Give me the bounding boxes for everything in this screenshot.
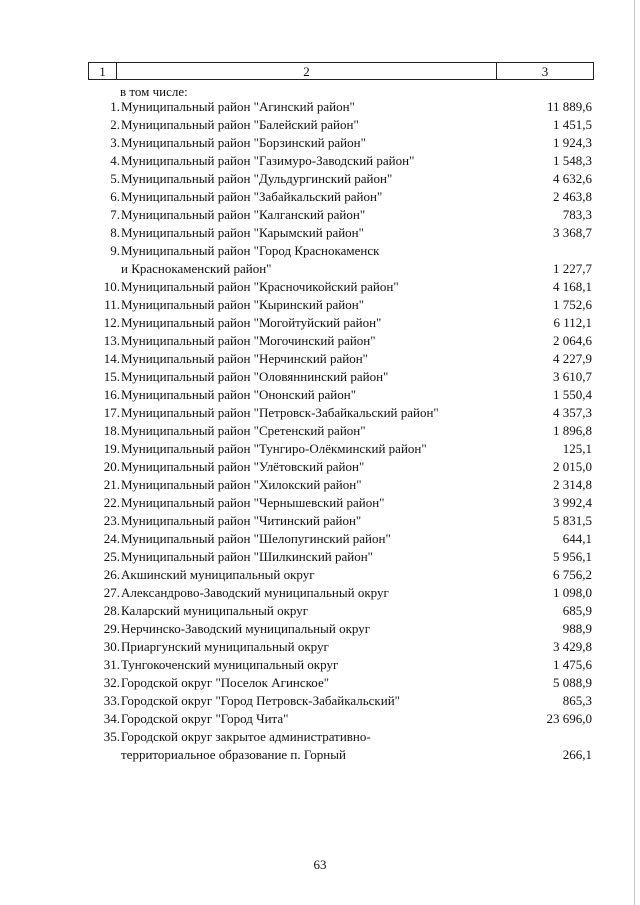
row-name: Муниципальный район "Шилкинский район": [121, 549, 373, 564]
table-row: [88, 368, 594, 386]
row-name: Муниципальный район "Дульдургинский район": [121, 171, 393, 186]
row-value: 5 088,9: [553, 675, 592, 690]
table-row: [88, 152, 594, 170]
row-number: 31.: [103, 657, 120, 672]
table-row: [88, 602, 594, 620]
scan-edge-line: [634, 0, 635, 905]
table-row: [88, 530, 594, 548]
table-row: [88, 116, 594, 134]
table-row: [88, 638, 594, 656]
row-number: 29.: [103, 621, 120, 636]
row-number: 21.: [103, 477, 120, 492]
row-name: Муниципальный район "Могочинский район": [121, 333, 376, 348]
table-row: [88, 674, 594, 692]
table-row: [88, 404, 594, 422]
table-header: [88, 62, 594, 80]
table-row: [88, 98, 594, 116]
row-name: Муниципальный район "Город Краснокаменск: [121, 243, 380, 258]
row-value: 4 357,3: [553, 405, 592, 420]
row-number: 16.: [103, 387, 120, 402]
row-number: 25.: [103, 549, 120, 564]
row-value: 865,3: [562, 693, 592, 708]
row-value: 266,1: [562, 747, 592, 762]
row-name: Городской округ "Город Чита": [121, 711, 289, 726]
row-number: 23.: [103, 513, 120, 528]
row-number: 27.: [103, 585, 120, 600]
table-row: [88, 296, 594, 314]
row-number: 17.: [103, 405, 120, 420]
row-name: Муниципальный район "Кыринский район": [121, 297, 365, 312]
table-row: [88, 458, 594, 476]
table-row: [88, 566, 594, 584]
row-number: 9.: [110, 243, 120, 258]
row-name: Муниципальный район "Оловяннинский район": [121, 369, 389, 384]
row-number: 14.: [103, 351, 120, 366]
row-name: Приаргунский муниципальный округ: [121, 639, 329, 654]
row-number: 24.: [103, 531, 120, 546]
table-row: [88, 494, 594, 512]
row-name: Муниципальный район "Петровск-Забайкальский район": [121, 405, 439, 420]
row-value: 988,9: [562, 621, 592, 636]
row-name: Александрово-Заводский муниципальный округ: [121, 585, 389, 600]
row-number: 33.: [103, 693, 120, 708]
table-row: [88, 278, 594, 296]
row-name: Муниципальный район "Борзинский район": [121, 135, 366, 150]
row-name: Городской округ закрытое административно-: [121, 729, 371, 744]
row-name: Муниципальный район "Калганский район": [121, 207, 366, 222]
table-row: [88, 314, 594, 332]
row-name: Каларский муниципальный округ: [121, 603, 309, 618]
table-row: [88, 710, 594, 728]
row-value: 1 227,7: [553, 261, 592, 276]
table-row: [88, 656, 594, 674]
row-value: 644,1: [562, 531, 592, 546]
row-name: Муниципальный район "Балейский район": [121, 117, 359, 132]
row-value: 1 550,4: [553, 387, 592, 402]
row-number: 28.: [103, 603, 120, 618]
row-number: 6.: [110, 189, 120, 204]
row-name: Муниципальный район "Красночикойский район": [121, 279, 399, 294]
row-name: Тунгокоченский муниципальный округ: [121, 657, 339, 672]
row-name: Муниципальный район "Шелопугинский район": [121, 531, 391, 546]
row-value: 3 610,7: [553, 369, 592, 384]
row-number: 32.: [103, 675, 120, 690]
table-row: [88, 350, 594, 368]
subheading: в том числе:: [120, 84, 188, 99]
table-row: [88, 134, 594, 152]
table-row: [88, 728, 594, 764]
row-number: 10.: [103, 279, 120, 294]
row-value: 6 112,1: [553, 315, 592, 330]
row-value: 11 889,6: [546, 99, 592, 114]
row-number: 1.: [110, 99, 120, 114]
row-value: 5 831,5: [553, 513, 592, 528]
table-row: [88, 512, 594, 530]
row-number: 34.: [103, 711, 120, 726]
row-value: 1 451,5: [553, 117, 592, 132]
table-body: [88, 98, 594, 764]
row-name: Муниципальный район "Читинский район": [121, 513, 362, 528]
row-number: 30.: [103, 639, 120, 654]
header-col-1: 1: [99, 63, 106, 79]
row-value: 1 548,3: [553, 153, 592, 168]
row-number: 20.: [103, 459, 120, 474]
header-col-2: 2: [116, 63, 496, 79]
table-row: [88, 206, 594, 224]
table-row: [88, 332, 594, 350]
row-value: 1 924,3: [553, 135, 592, 150]
table-row: [88, 422, 594, 440]
row-value: 3 429,8: [553, 639, 592, 654]
row-name: Муниципальный район "Забайкальский район": [121, 189, 383, 204]
row-value: 2 064,6: [553, 333, 592, 348]
table-row: [88, 476, 594, 494]
table-row: [88, 584, 594, 602]
row-number: 8.: [110, 225, 120, 240]
row-name: Нерчинско-Заводский муниципальный округ: [121, 621, 371, 636]
row-name: Акшинский муниципальный округ: [121, 567, 315, 582]
row-number: 15.: [103, 369, 120, 384]
row-number: 2.: [110, 117, 120, 132]
row-value: 125,1: [562, 441, 592, 456]
row-name: Муниципальный район "Улётовский район": [121, 459, 365, 474]
row-value: 6 756,2: [553, 567, 592, 582]
row-value: 5 956,1: [553, 549, 592, 564]
row-value: 4 632,6: [553, 171, 592, 186]
row-name-continuation: и Краснокаменский район": [121, 261, 272, 276]
row-number: 5.: [110, 171, 120, 186]
row-value: 23 696,0: [546, 711, 592, 726]
table-row: [88, 242, 594, 278]
row-name: Муниципальный район "Карымский район": [121, 225, 364, 240]
row-value: 1 475,6: [553, 657, 592, 672]
row-name: Муниципальный район "Ононский район": [121, 387, 357, 402]
row-value: 4 168,1: [553, 279, 592, 294]
row-value: 3 992,4: [553, 495, 592, 510]
row-number: 4.: [110, 153, 120, 168]
page-number: 63: [313, 857, 327, 872]
row-number: 18.: [103, 423, 120, 438]
row-value: 3 368,7: [553, 225, 592, 240]
row-number: 19.: [103, 441, 120, 456]
row-name: Муниципальный район "Хилокский район": [121, 477, 362, 492]
table-row: [88, 620, 594, 638]
row-name-continuation: территориальное образование п. Горный: [121, 747, 346, 762]
row-name: Городской округ "Город Петровск-Забайкальский": [121, 693, 400, 708]
row-name: Муниципальный район "Могойтуйский район": [121, 315, 382, 330]
table-row: [88, 188, 594, 206]
row-name: Муниципальный район "Тунгиро-Олёкминский район": [121, 441, 427, 456]
row-value: 1 098,0: [553, 585, 592, 600]
table-row: [88, 170, 594, 188]
row-number: 13.: [103, 333, 120, 348]
row-name: Муниципальный район "Чернышевский район": [121, 495, 385, 510]
row-number: 35.: [103, 729, 120, 744]
row-value: 685,9: [562, 603, 592, 618]
row-value: 2 463,8: [553, 189, 592, 204]
row-value: 783,3: [562, 207, 592, 222]
table-row: [88, 386, 594, 404]
row-number: 12.: [103, 315, 120, 330]
row-number: 3.: [110, 135, 120, 150]
row-name: Муниципальный район "Нерчинский район": [121, 351, 368, 366]
row-number: 22.: [103, 495, 120, 510]
row-value: 2 314,8: [553, 477, 592, 492]
row-value: 4 227,9: [553, 351, 592, 366]
row-number: 7.: [110, 207, 120, 222]
row-name: Муниципальный район "Сретенский район": [121, 423, 366, 438]
table-row: [88, 692, 594, 710]
row-number: 11.: [104, 297, 120, 312]
row-number: 26.: [103, 567, 120, 582]
row-value: 2 015,0: [553, 459, 592, 474]
header-col-3: 3: [496, 63, 593, 79]
table-row: [88, 224, 594, 242]
row-value: 1 752,6: [553, 297, 592, 312]
row-value: 1 896,8: [553, 423, 592, 438]
table-row: [88, 548, 594, 566]
row-name: Городской округ "Поселок Агинское": [121, 675, 330, 690]
row-name: Муниципальный район "Газимуро-Заводский район": [121, 153, 415, 168]
table-row: [88, 440, 594, 458]
row-name: Муниципальный район "Агинский район": [121, 99, 355, 114]
